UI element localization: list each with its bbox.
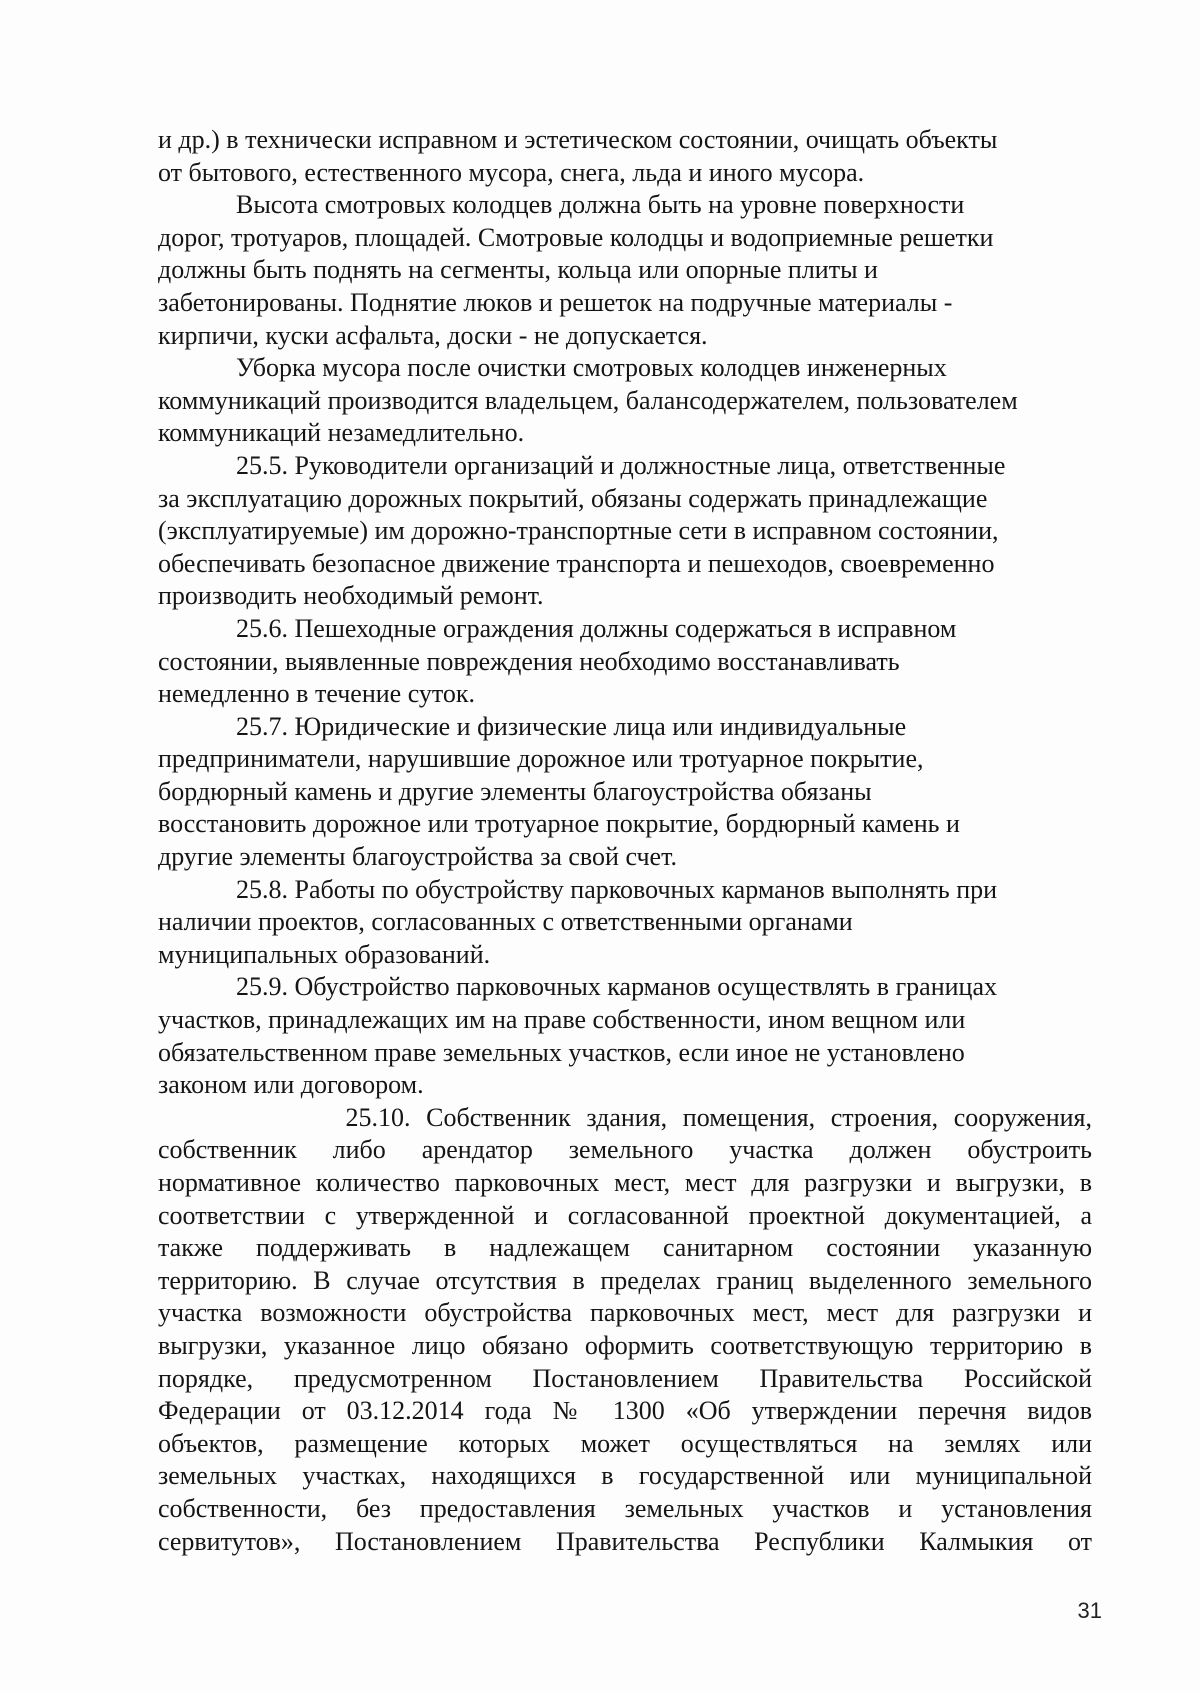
page-number: 31	[1077, 1598, 1102, 1623]
paragraph-25-10: 25.10. Собственник здания, помещения, строения, сооружения, собственник либо арендатор земельного участка должен обустроить нормативное количество парковочных мест, мест для разгрузки и выгрузки, в соответствии с утвержденной и согласованной проектной документацией, а также поддерживать в надлежащем санитарном состоянии указанную территорию. В случае отсутствия в пределах границ выделенного земельного участка возможности обустройства парковочных мест, мест для разгрузки и выгрузки, указанное лицо обязано оформить соответствующую территорию в порядке, предусмотренном Постановлением Правительства Российской Федерации от 03.12.2014 года № 1300 «Об утверждении перечня видов объектов, размещение которых может осуществляться на землях или земельных участках, находящихся в государственной или муниципальной собственности, без предоставления земельных участков и установления сервитутов», Постановлением Правительства Республики Калмыкия от	[158, 1102, 1092, 1556]
paragraph-25-9: 25.9. Обустройство парковочных карманов осуществлять в границах участков, принадлежащих им на праве собственности, ином вещном или обязательственном праве земельных участков, если иное не установлено законом или договором.	[158, 972, 997, 1100]
paragraph-25-6: 25.6. Пешеходные ограждения должны содержаться в исправном состоянии, выявленные повреждения необходимо восстанавливать немедленно в течение суток.	[158, 613, 957, 709]
paragraph-garbage-removal: Уборка мусора после очистки смотровых колодцев инженерных коммуникаций производится владельцем, балансодержателем, пользователем коммуникаций незамедлительно.	[158, 353, 1018, 448]
paragraph-25-7: 25.7. Юридические и физические лица или индивидуальные предприниматели, нарушившие дорожное или тротуарное покрытие, бордюрный камень и другие элементы благоустройства обязаны восстановить дорожное или тротуарное покрытие, бордюрный камень и другие элементы благоустройства за свой счет.	[158, 711, 960, 872]
paragraph-25-8: 25.8. Работы по обустройству парковочных карманов выполнять при наличии проектов, согласованных с ответственными органами муниципальных образований.	[158, 874, 998, 969]
paragraph-manhole-height: Высота смотровых колодцев должна быть на уровне поверхности дорог, тротуаров, площадей. Смотровые колодцы и водоприемные решетки должны быть поднять на сегменты, кольца или опорные плиты и забетонированы. Поднятие люков и решеток на подручные материалы - кирпичи, куски асфальта, доски - не допускается.	[158, 190, 994, 350]
paragraph-25-5: 25.5. Руководители организаций и должностные лица, ответственные за эксплуатацию дорожных покрытий, обязаны содержать принадлежащие (эксплуатируемые) им дорожно-транспортные сети в исправном состоянии, обеспечивать безопасное движение транспорта и пешеходов, своевременно производить необходимый ремонт.	[158, 450, 1006, 611]
paragraph-continuation: и др.) в технически исправном и эстетическом состоянии, очищать объекты от бытового, естественного мусора, снега, льда и иного мусора.	[158, 125, 998, 187]
document-body	[158, 124, 1092, 1558]
